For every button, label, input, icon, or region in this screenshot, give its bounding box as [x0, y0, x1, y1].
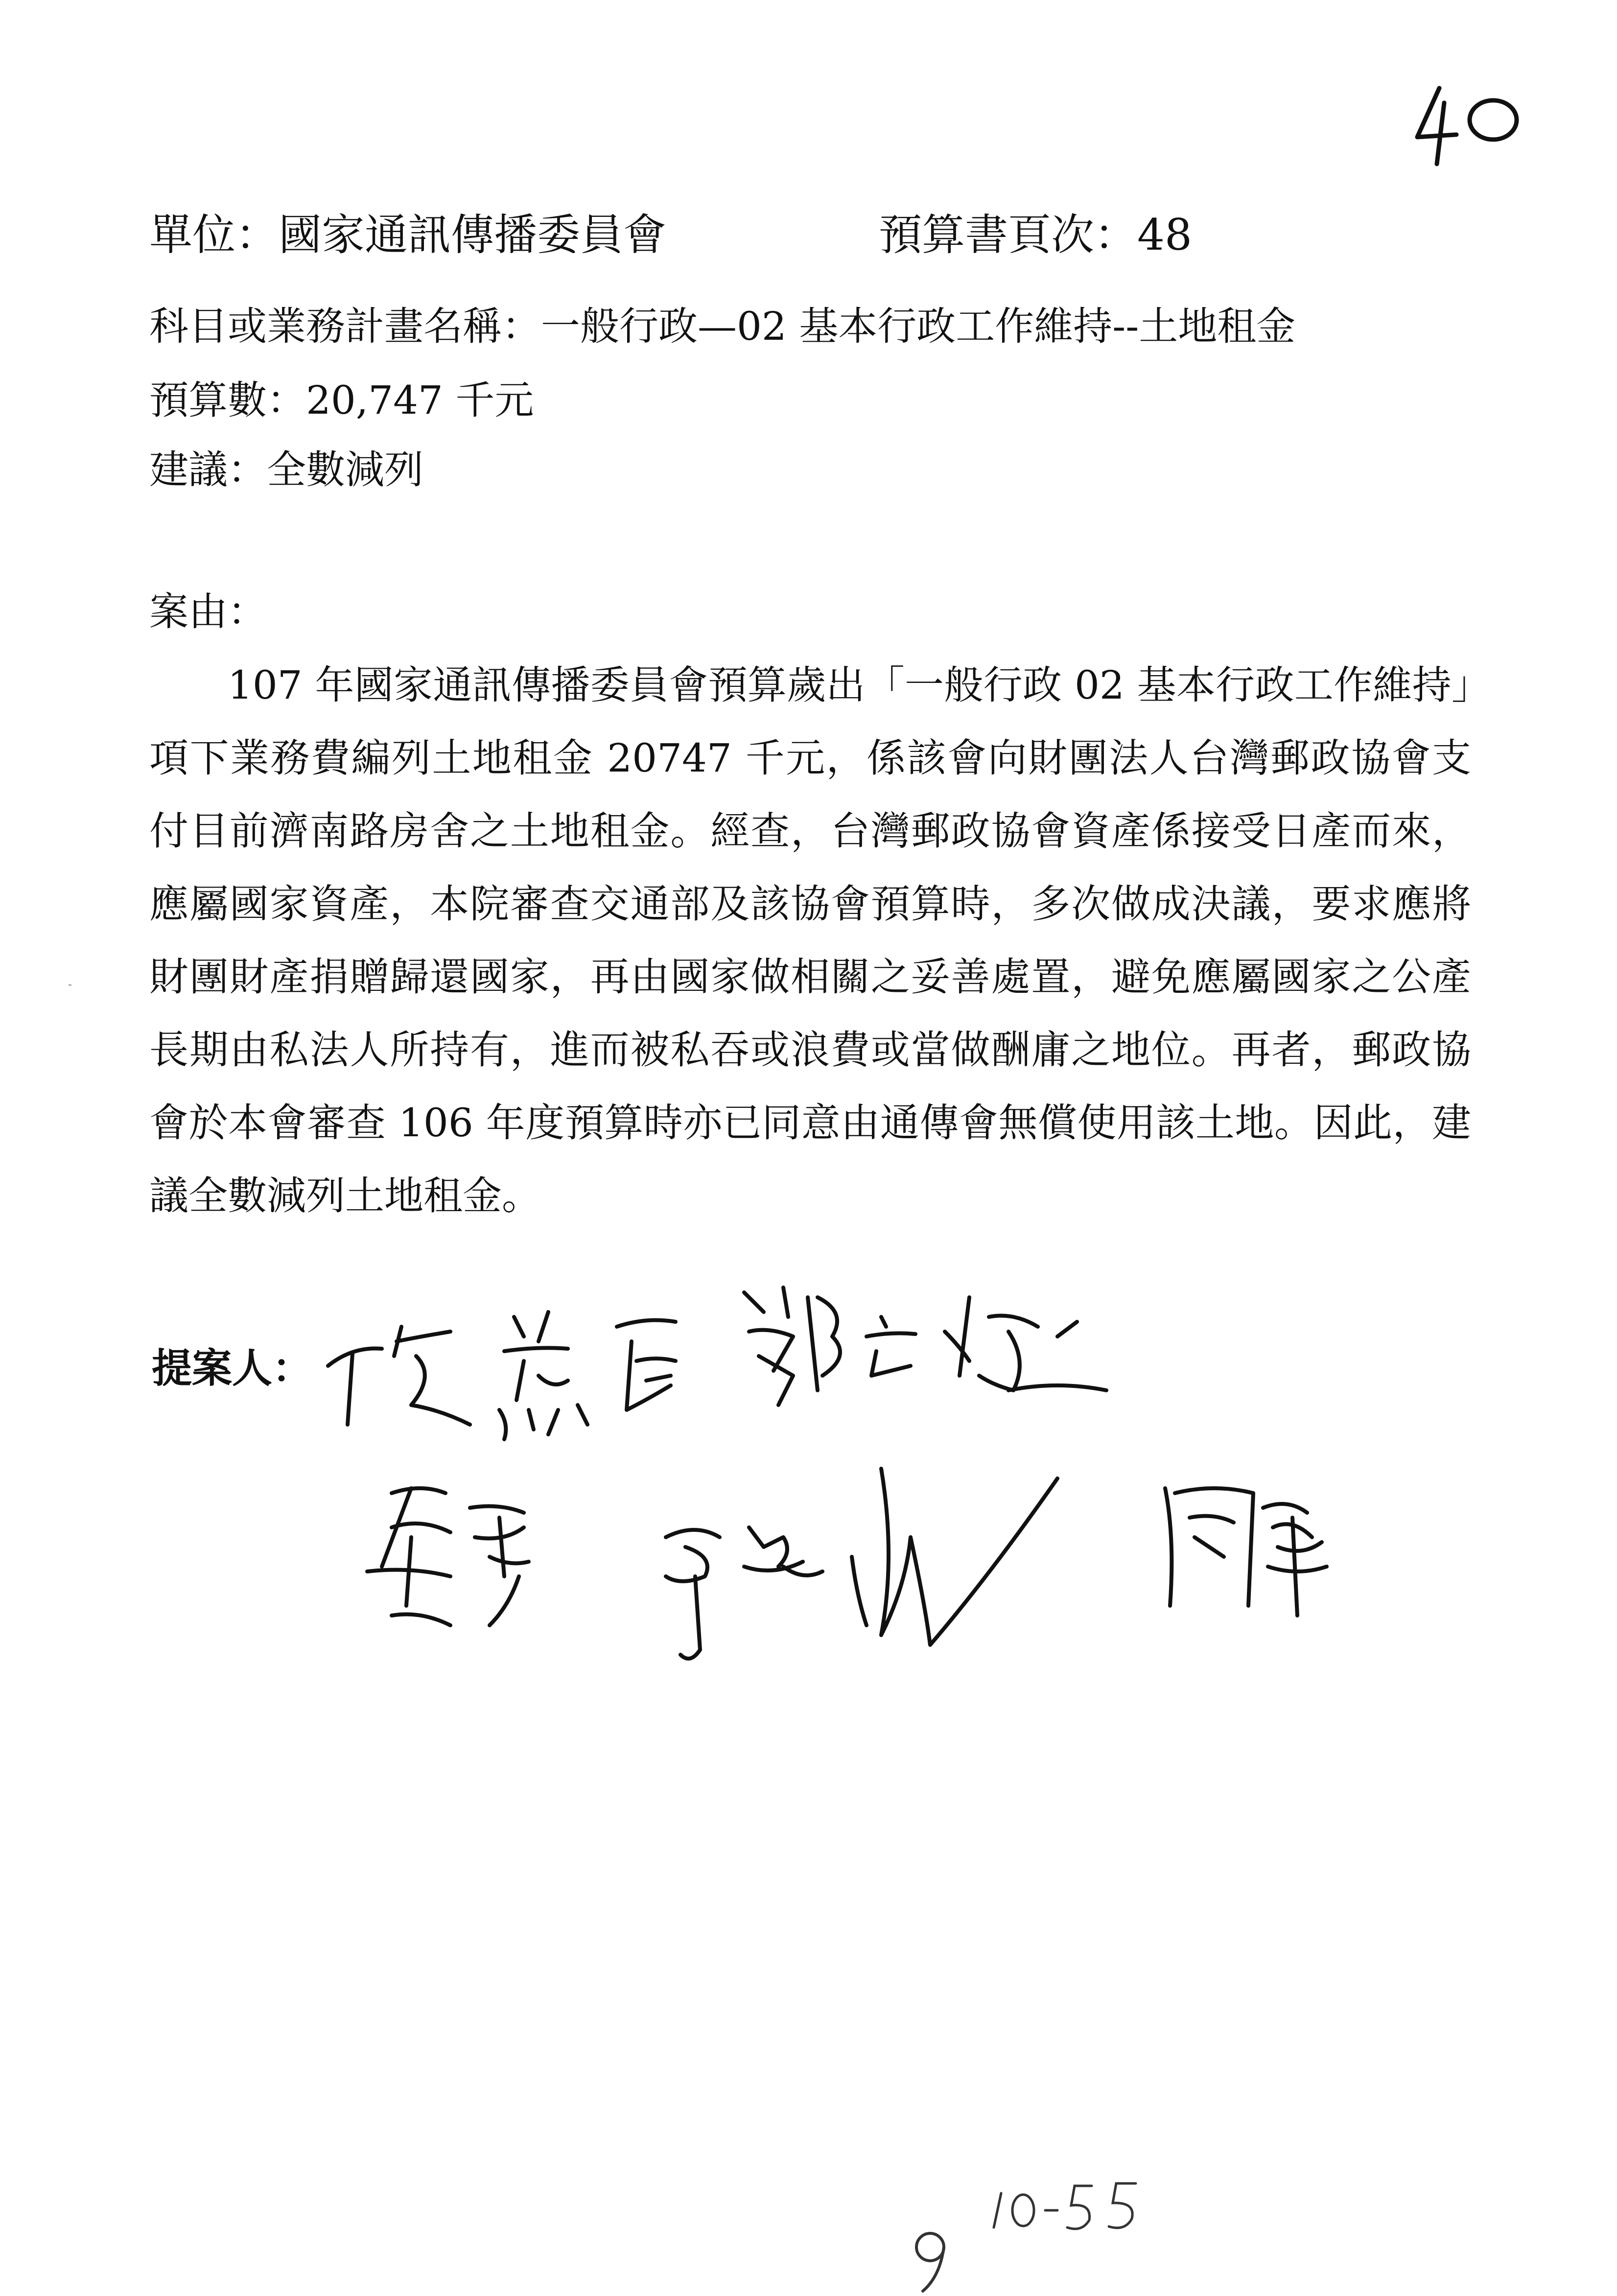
handwritten-page-number [1410, 73, 1527, 171]
handwritten-page-bottom [901, 2227, 960, 2296]
scan-speck [69, 984, 71, 986]
item-name: 科目或業務計畫名稱：一般行政—02 基本行政工作維持--土地租金 [149, 304, 1296, 349]
handwritten-bottom-number [989, 2174, 1150, 2237]
recommendation: 建議：全數減列 [149, 447, 423, 492]
budget-amount: 預算數：20,747 千元 [149, 377, 534, 423]
proposer-label: 提案人： [152, 1345, 313, 1392]
reason-text: 107 年國家通訊傳播委員會預算歲出「一般行政 02 基本行政工作維持」項下業務費編列土地租金 20747 千元，係該會向財團法人台灣郵政協會支付目前濟南路房舍之土地租金。經查，台灣郵政協會資產係接受日產而來，應屬國家資產，本院審查交通部及該協會預算時，多次做成決議，要求應將財團財產捐贈歸還國家，再由國家做相關之妥善處置，避免應屬國家之公產長期由私法人所持有，進而被私吞或浪費或當做酬庸之地位。再者，郵政協會於本會審查 106 年度預算時亦已同意由通傳會無償使用該土地。因此，建議全數減列土地租金。 [149, 662, 1471, 1218]
handwritten-signatures [294, 1263, 1420, 1753]
budget-page-label: 預算書頁次：48 [879, 210, 1192, 260]
unit-label: 單位：國家通訊傳播委員會 [149, 210, 667, 260]
reason-label: 案由： [149, 589, 267, 634]
